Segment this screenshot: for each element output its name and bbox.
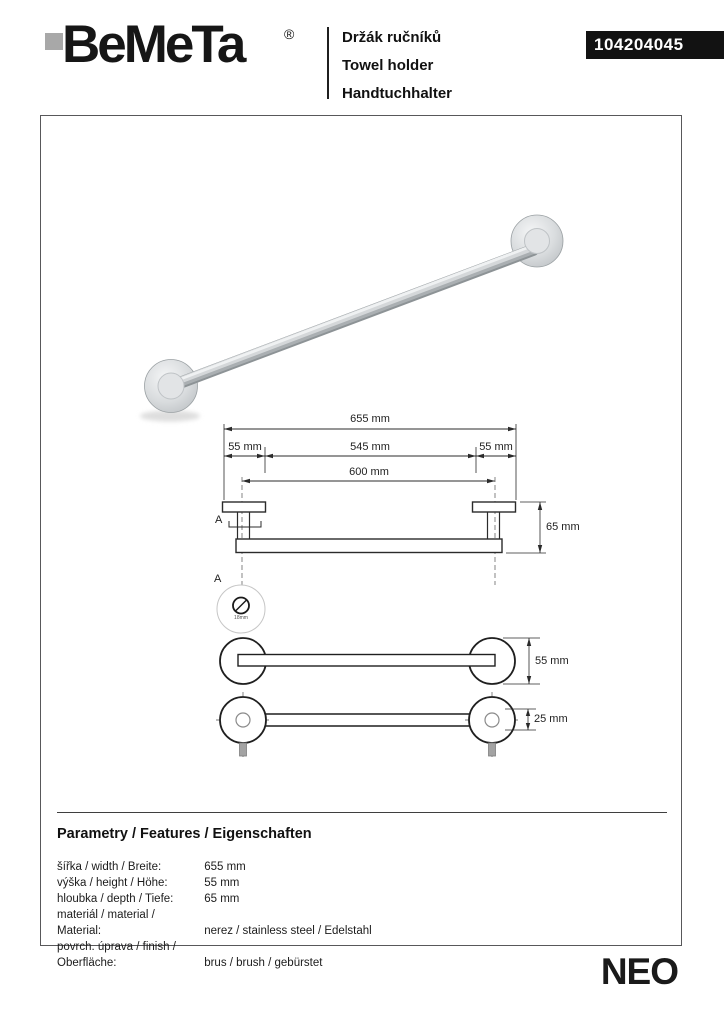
brand-logo: BeMeTa bbox=[62, 15, 244, 74]
registered-trademark-icon: ® bbox=[284, 26, 295, 42]
param-value-material: nerez / stainless steel / Edelstahl bbox=[204, 925, 372, 937]
parameters-section bbox=[57, 812, 667, 971]
param-value-finish: brus / brush / gebürstet bbox=[204, 957, 323, 969]
table-row bbox=[57, 891, 667, 907]
collection-name: NEO bbox=[600, 951, 678, 992]
param-value-height: 55 mm bbox=[204, 877, 240, 889]
param-label-depth: hloubka / depth / Tiefe: bbox=[57, 893, 174, 905]
parameters-divider bbox=[57, 812, 667, 813]
table-row bbox=[57, 859, 667, 875]
parameters-table bbox=[57, 859, 667, 971]
dim-total-width: 655 mm bbox=[350, 413, 390, 425]
product-photo bbox=[140, 215, 563, 422]
parameters-heading: Parametry / Features / Eigenschaften bbox=[57, 826, 312, 842]
param-value-width: 655 mm bbox=[204, 861, 246, 873]
detail-a-view bbox=[217, 585, 265, 633]
param-label-finish: povrch. úprava / finish / Oberfläche: bbox=[57, 941, 176, 969]
table-row bbox=[57, 875, 667, 891]
param-label-width: šířka / width / Breite: bbox=[57, 861, 162, 873]
table-row bbox=[57, 907, 667, 939]
dim-mount-diameter: 55 mm bbox=[535, 655, 569, 667]
param-label-height: výška / height / Höhe: bbox=[57, 877, 168, 889]
product-name-en: Towel holder bbox=[342, 57, 434, 74]
dimension-lines bbox=[224, 424, 516, 500]
dim-left-offset: 55 mm bbox=[228, 441, 262, 453]
dim-depth: 65 mm bbox=[546, 521, 580, 533]
detail-marker-a: A bbox=[214, 573, 222, 585]
dim-hole-span: 600 mm bbox=[349, 466, 389, 478]
dim-bar-offset: 25 mm bbox=[534, 713, 568, 725]
dim-center-span: 545 mm bbox=[350, 441, 390, 453]
bottom-view bbox=[220, 697, 536, 756]
dim-right-offset: 55 mm bbox=[479, 441, 513, 453]
front-view bbox=[220, 638, 540, 684]
table-row bbox=[57, 939, 667, 971]
profile-view bbox=[223, 502, 547, 553]
product-name-cs: Držák ručníků bbox=[342, 29, 442, 46]
detail-hole-dimension: 18mm bbox=[234, 615, 248, 621]
param-value-depth: 65 mm bbox=[204, 893, 240, 905]
product-name-de: Handtuchhalter bbox=[342, 85, 453, 102]
section-marker-a: A bbox=[215, 514, 223, 526]
product-code: 104204045 bbox=[594, 35, 684, 54]
param-label-material: materiál / material / Material: bbox=[57, 909, 155, 937]
